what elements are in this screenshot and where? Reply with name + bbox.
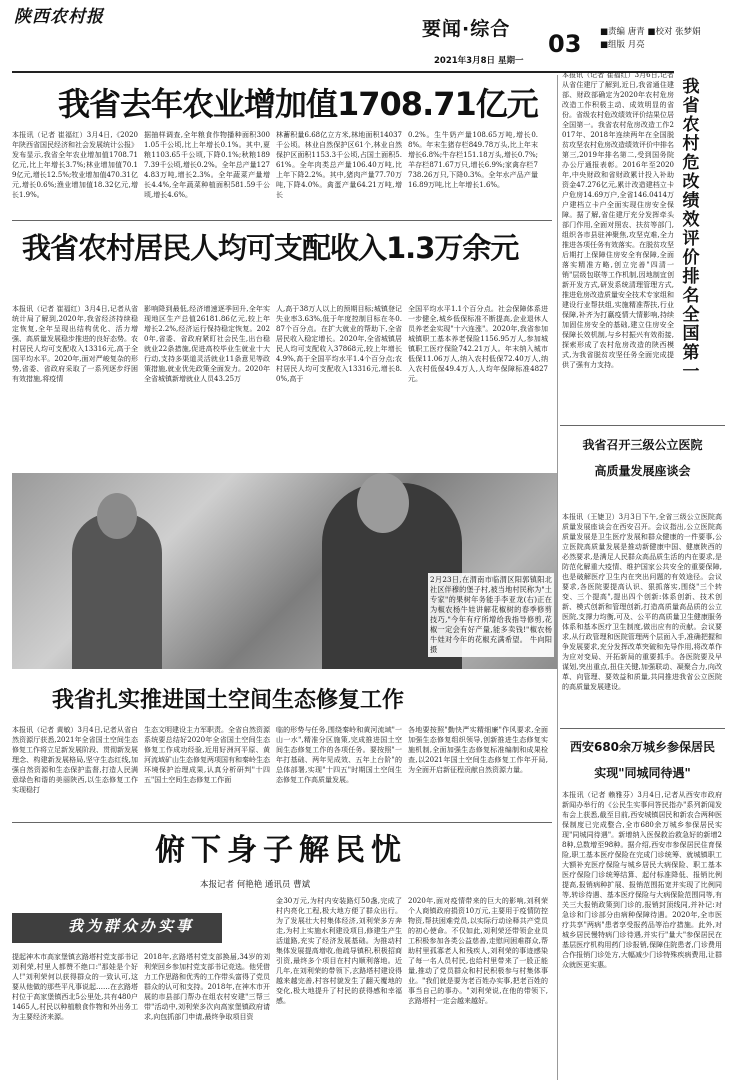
photo-caption: 2月23日,在渭南市临渭区阳郭镇阳北社区伴穆的堡子村,被当地村民称为"土专家"的果树年务能手李亚龙(右)正在为椒农杨牛娃讲解花椒树的春季修剪技巧,"今年有疗所增给我指导修剪,花椒一定会有好产量,能多卖钱!"椒农杨牛娃对今年的花椒充满希望。 牛向阳 摄 [428,573,554,657]
article1-col1: 本报讯（记者 崔福红）3月4日,《2020年陕西省国民经济和社会发展统计公报》发布显示,我省全年农业增加值1708.71亿元,比上年增长3.7%;林业增加值70.19亿元,增长12.5%;牧业增加值470.31亿元,增长0.6%;渔业增加值18.32亿元,增长1.9%。 [12,131,138,199]
article2-col2: 影响降到最低,经济增速逐季回升,全年实现地区生产总值26181.86亿元,较上年增长2.2%,经济运行保持稳定恢复。2020年,省委、省政府紧盯社会民生,出台稳就业22条措施,促进高校毕业生就业十大行动,支持多渠道灵活就业11条意见等政策措施,就业优先政策全面发力。2020年全省城镇新增就业人员43.25万 [144,305,270,383]
editors [600,26,701,52]
article3-vertical-headline: 我省农村危改绩效评价排名全国第一 [682,77,700,382]
article5-headline-line2: 实现"同城同待遇" [594,766,691,780]
article7-byline: 本报记者 何艳艳 通讯员 曹斌 [200,880,311,890]
article1-col4: 0.2%。生牛奶产量108.65万吨,增长0.8%。年末生猪存栏849.78万头,比上年末增长6.8%;牛存栏151.18万头,增长0.7%;羊存栏871.67万只,增长6.9%;家禽存栏7738.26万只,下降0.3%。全年水产品产量16.89万吨,比上年增长1.6%。 [408,131,538,189]
article6-col3: 临的形势与任务,围绕秦岭和黄河流域"一山一水",精准分区施策,完成推进国土空间生态修复工作的各项任务。要按照"一年打基础、两年见成效、五年上台阶"的总体部署,实现"十四五"时期国土空间生态修复工作高质量发展。 [276,726,402,784]
article1-col3: 林蓄积量6.68亿立方米,林地面积14037千公顷。林业自然保护区61个,林业自然保护区面积1153.3千公顷,占国土面积5.61%。全年肉类总产量106.40万吨,比上年下降2.2%。其中,猪肉产量77.70万吨,下降4.0%。禽蛋产量64.21万吨,增长 [276,131,402,199]
photo-head-left [97,493,137,539]
section-title: 要闻·综合 [422,18,511,40]
article4-headline-line2: 高质量发展座谈会 [594,464,691,478]
article3-body: 本报讯（记者 崔福红）3月6日,记者从省住建厅了解到,近日,我省通住建部、财政部确定为2020年农村危房改造工作积极主动、成效明显的省份。省级农村危改绩效评价结果位居全国第一。我省农村危房改造工作2017年、2018年连续两年在全国脱贫攻坚农村危房改造绩效评价中排名第三,2019年排名第二,受到国务院办公厅通报表彰。2016年至2020年,中央财政和省财政累计投入补助资金47.276亿元,累计改造建档立卡户危房14.69万户,全省146.0414万户建档立卡户全面实现住房安全保障。据了解,省住建厅充分发挥牵头部门作用,全面对照农、扶贫等部门,组织各市县驻神聚焦,攻坚克难,全力推进各项任务有效落实。在脱贫攻坚后期打上保障住房安全有保障,全面落实精准方略,创立完善"四清一销"层级包联等工作机制,因地制宜创新开发方式,研发系统清理管理方式,推进危房改造质量安全技术专家组和建设行业帮扶组,实施精准帮扶,行业保障,补齐为打赢疫情大情影响,持续加固住房安全的基础,建立住房安全保障长效机制,与乡村振兴有效衔接,探索形成了农村危房改造的陕西模式,为我省脱贫攻坚任务全面完成提供了强有力支持。 [562,71,674,369]
page-number: 03 [548,30,582,58]
masthead: 陕西农村报 [14,7,104,27]
article5-body: 本报讯（记者 赖雅芬）3月4日,记者从西安市政府新闻办举行的《公民生实事问答民指办"系列新闻发布会上获悉,截至目前,西安城镇居民和新农合两种医保制度已完成整合,全市680余万城乡参保居民实现"同城同待遇"。新增纳入医保救治救急好的新增28种,总数增至98种。据介绍,西安市参保居民住育保险,职工基本医疗保险在完成门诊统筹、就城镇职工大额补充医疗保险与城乡居民大病保险、职工基本医疗保险门诊统筹结算、起付标准降低、报销比例提高,报销病种扩展、报销范围拓宽并实现了比例同等,转诊待遇、基本医疗保险与大病保险范围同等,有关三大报销政策到门诊的,报销封顶线同,并补记:对急诊和门诊部分由病种保障待遇。2020年,全市医疗共享"两病"患者享受报药品等治疗措施。此外,对城乡居民慢特病门诊待遇,并实行"量大"参保居民在基层医疗机构用药门诊报销,保障住院患者,门诊费用合作报销门诊处方,大幅减少门诊特殊疾病费用,让群众就医更实惠。 [562,791,722,969]
article7-col2: 2018年,玄路塔村党支部换届,34岁的刘利荣回乡参加村党支部书记竞选。他凭借力工作思路和优秀的工作带头富得了党员群众的认可和支持。2018年,在神木市开展的市县部门帮办在组农村安建"三帮三带"活动中,刘利荣多次向高家堡镇政府请求,向包抓部门申请,最终争取项目资 [144,953,270,1021]
article6-col2: 生态文明建设主力军职责。全省自然资源系统要总结好2020年全省国土空间生态修复工作成功经验,近用好洲河平原、黄河流域矿山生态修复两项国有和秦岭生态环境保护治理成果,认真分析研判"十四五"国土空间生态修复工作面 [144,726,270,784]
article2-col3: 人,高于38万人以上的预期目标;城镇登记失业率3.63%,低于年度控制目标在冬0.87个百分点。在扩大就业的帮助下,全省居民收入稳定增长。2020年,全省城镇居民人均可支配收入37868元,较上年增长4.9%,高于全国平均水平1.4个百分点;农村居民人均可支配收入13316元,增长8.0%,高于 [276,305,402,383]
article6-headline: 我省扎实推进国土空间生态修复工作 [52,688,405,713]
article2-col4: 全国平均水平1.1个百分点。社会保障体系进一步健全,城乡低保标准不断提高,企业退休人员养老金实现"十六连涨"。2020年,我省参加城镇职工基本养老保险1156.95万人,参加城镇职工医疗保险742.21万人。年末纳入城市低保11.06万人,纳入农村低保72.40万人,纳入农村低保49.4万人,人均年保障标准4827元。 [408,305,548,383]
editors-line2: ■组版 月亮 [600,40,645,50]
campaign-banner-text: 我为群众办实事 [68,917,195,935]
article6-col4: 各地要按照"勤快严实精细廉"作风要求,全面加强生态修复组织领导,创新推进生态修复实施机制,全面加强生态修复标准编制和成果检查,以2021年国土空间生态修复工作年开局,为全面开启新征程贡献自然资源力量。 [408,726,548,774]
article7-col1: 提起神木市高家堡镇玄路塔村党支部书记刘利荣,村里人都赞不绝口:"那娃是个好人!"刘利荣何以获得群众的一致认可,这要从他做的那些平凡事说起……在玄路塔村位于高家堡镇西北5公里处,共有480户1465人,村民以种植粮食作物和外出务工为主要经济来源。 [12,953,138,1021]
article4-headline-line1: 我省召开三级公立医院 [582,438,703,452]
article5-headline-line1: 西安680余万城乡参保居民 [569,740,716,754]
article2-col1: 本报讯（记者 崔福红）3月4日,记者从省统计局了解到,2020年,我省经济持续稳定恢复,全年呈现出结构优化、活力增强、高质量发展稳步推进的良好态势。农村居民人均可支配收入13316元,高于全国平均水平。2020年,面对严峻复杂的形势,省委、省政府采取了一系列逐步纾困有效措施,将疫情 [12,305,138,383]
article2-headline: 我省农村居民人均可支配收入1.3万余元 [22,231,519,265]
photo-head-right [357,473,409,533]
article1-col2: 据抽样调查,全年粮食作物播种面积3001.05千公顷,比上年增长0.1%。其中,夏粮1103.65千公顷,下降0.1%;秋粮1897.39千公顷,增长0.2%。全年总产量1274.83万吨,增长2.3%。全年蔬菜产量增长4.4%,全年蔬菜种植面积581.59千公顷,增长4.6%。 [144,131,270,199]
issue-date: 2021年3月8日 星期一 [434,56,524,66]
article7-headline: 俯下身子解民忧 [155,833,407,868]
editors-line1: ■责编 唐青 ■校对 张梦娟 [600,27,701,37]
article7-col4: 2020年,面对疫情带来的巨大的影响,刘利荣个人商镇政府捐资10万元,主要用于疫情防控物资,帮扶困难党员,以实际行动诠释共产党员的初心使命。不仅如此,刘利荣还带领企业员工积极参加各类公益慈善,走慰问困难群众,帮助村里孤寡老人和残疾人,刘利荣的事迹感染了每一名人员村民,也给村里带来了一股正能量,推动了党员群众和村民积极参与村集体事业。"我们就是要为老百姓办实事,把老百姓的事当自己的事办。"刘利荣说,在他的带领下,玄路塔村一定会越来越好。 [408,897,548,1005]
article1-headline: 我省去年农业增加值1708.71亿元 [58,85,538,123]
article6-col1: 本报讯（记者 黄敏）3月4日,记者从省自然资源厅获悉,2021年全省国土空间生态修复工作将立足新发展阶段、贯彻新发展理念、构建新发展格局,坚守生态红线,加强自然资源和生态保护监督,打造人民满意绿色和谐的美丽陕西,以生态修复工作实现稳打 [12,726,138,794]
article7-col3: 金30万元,为村内安装路灯50盏,完成了村内亮化工程,极大地方便了群众出行。为了发展壮大村集体经济,刘利荣多方奔走,为村上实施水利建设项目,修建生产生活道路,充实了经济发展基础。为推动村集体发展提高增收,他疏导镇积,积极招商引资,最终多个项目在村内顺利落地。近几年,在刘利荣的带领下,玄路塔村建设得越来越完善,村容村貌发生了翻天覆地的变化,极大地提升了村民的获得感和幸福感。 [276,897,402,1005]
article4-body: 本报讯（王婕卫）3月3日下午,全省三级公立医院高质量发展座谈会在西安召开。会议指出,公立医院高质量发展是卫生医疗发展和群众健康的一件要事,公立医院高质量发展是推动新健康中国、健康陕西的必然要求,是满足人民群众高品质生活的内在要求,是防范化解重大疫情、维护国家公共安全的重要保障,也是破解医疗卫生内在突出问题的有效途径。会议要求,各医院要提高认识、狠抓落实,围绕"三个转变、三个提高",提出四个创新:体系创新、技术创新、模式创新和管理创新,打造高质量高品质的公立医院,支撑力均衡,可及、公平的高质量卫生健康服务体系和基本医疗卫生制度,做出应有的贡献。会议要求,从行政管理和医院管理两个层面入手,准确把握和争发展要求,充分发挥改革突破和先导作用,将改革作为应对变局、开拓新局的重要抓手。各医院要及早谋划,突出重点,扭住关键,加强联动、凝聚合力,向改革、向管理、要效益和质量,共同推进我省公立医院的高质量发展建设。 [562,513,722,691]
